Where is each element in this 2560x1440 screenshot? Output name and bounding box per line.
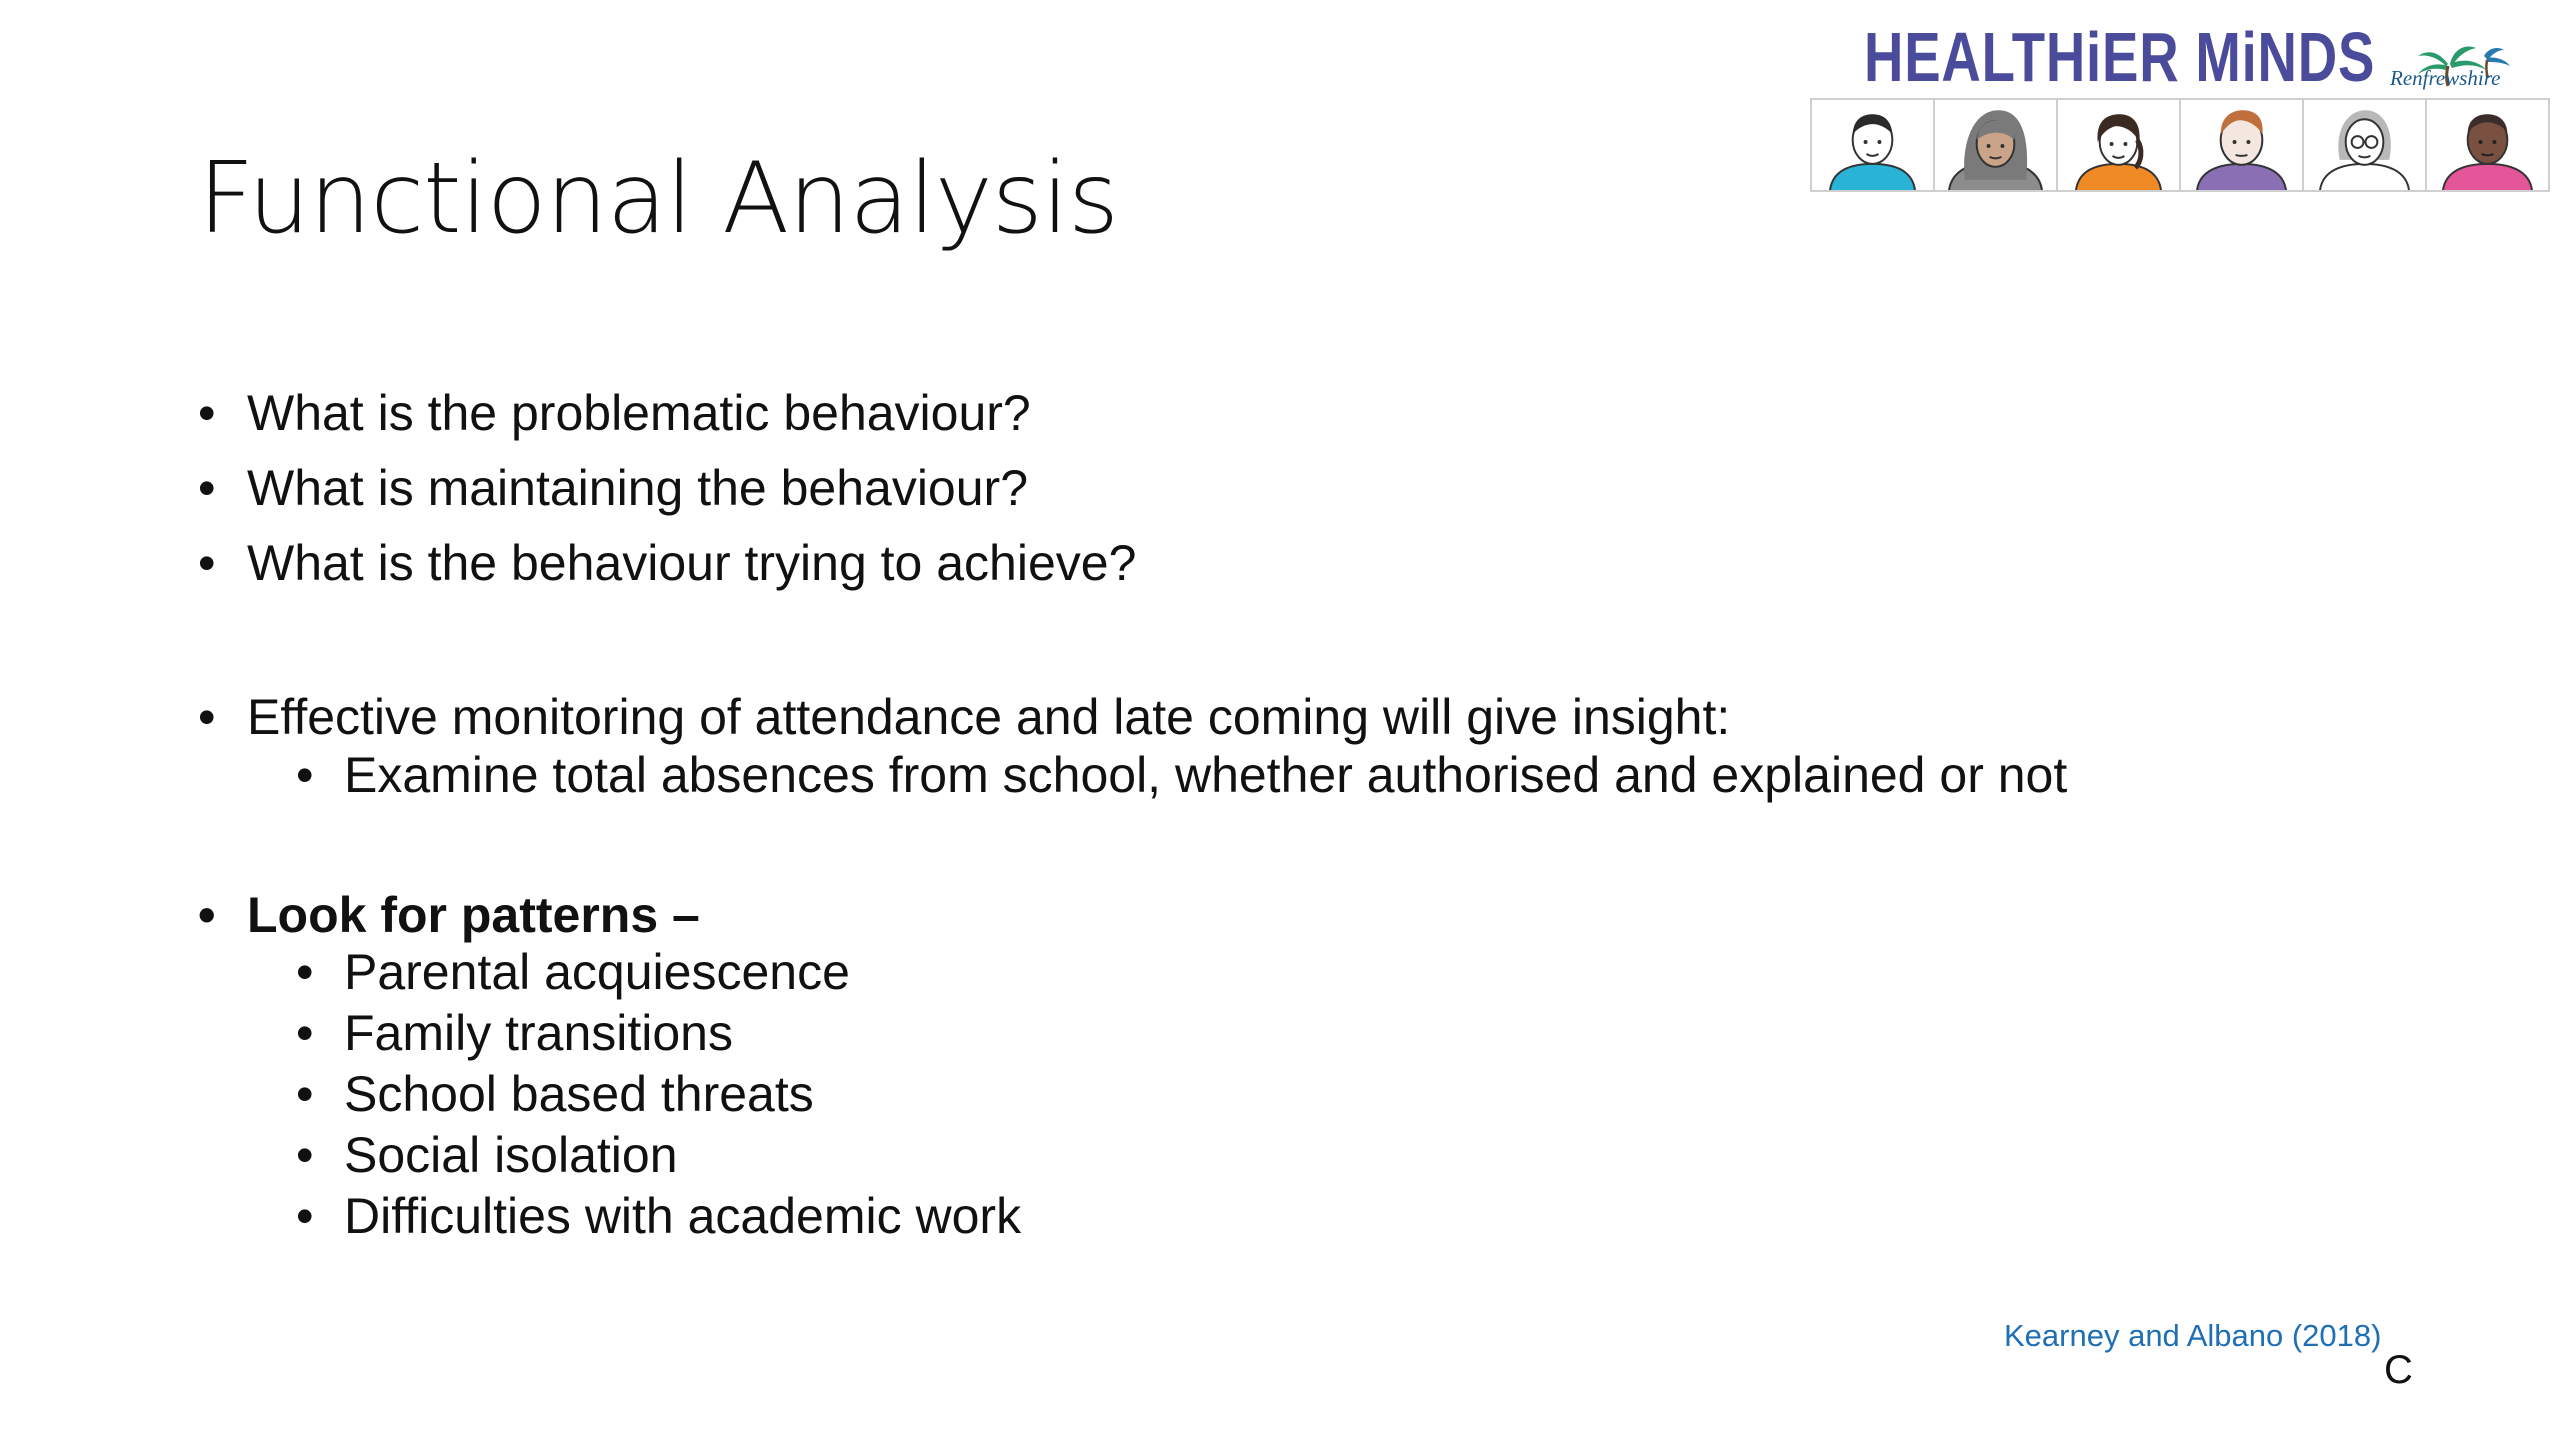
monitoring-sublist xyxy=(296,745,2067,806)
face-man-red-icon xyxy=(2181,100,2304,190)
face-man-dark-icon xyxy=(2427,100,2548,190)
citation: Kearney and Albano (2018) xyxy=(2004,1318,2382,1353)
sub-list-item: • School based threats xyxy=(296,1064,1021,1125)
list-item-heading: • Look for patterns – xyxy=(198,878,700,953)
sub-list-item: • Parental acquiescence xyxy=(296,942,1021,1003)
sub-list-item: • Difficulties with academic work xyxy=(296,1186,1021,1247)
list-item: • What is the problematic behaviour? xyxy=(198,376,1136,451)
logo-wordmark: HEALTHiER MiNDS xyxy=(1864,18,2376,96)
sub-list-item: • Social isolation xyxy=(296,1125,1021,1186)
list-item: • What is the behaviour trying to achieve? xyxy=(198,526,1136,601)
sub-list-item: • Examine total absences from school, whether authorised and explained or not xyxy=(296,745,2067,806)
patterns-sublist xyxy=(296,942,1021,1247)
face-elder-icon xyxy=(2304,100,2427,190)
council-logo xyxy=(2388,36,2518,106)
corner-mark: C xyxy=(2384,1348,2413,1392)
question-list xyxy=(198,376,1136,601)
face-boy-icon xyxy=(1812,100,1935,190)
list-item: • Effective monitoring of attendance and late coming will give insight: xyxy=(198,680,1730,755)
list-item: • What is maintaining the behaviour? xyxy=(198,451,1136,526)
slide-title: Functional Analysis xyxy=(198,142,1119,256)
sub-list-item: • Family transitions xyxy=(296,1003,1021,1064)
face-woman-grey-icon xyxy=(1935,100,2058,190)
face-girl-icon xyxy=(2058,100,2181,190)
council-text: Renfrewshire xyxy=(2390,66,2501,90)
monitoring-list xyxy=(198,680,1730,755)
faces-strip xyxy=(1810,98,2550,192)
healthier-minds-logo xyxy=(1810,18,2550,194)
